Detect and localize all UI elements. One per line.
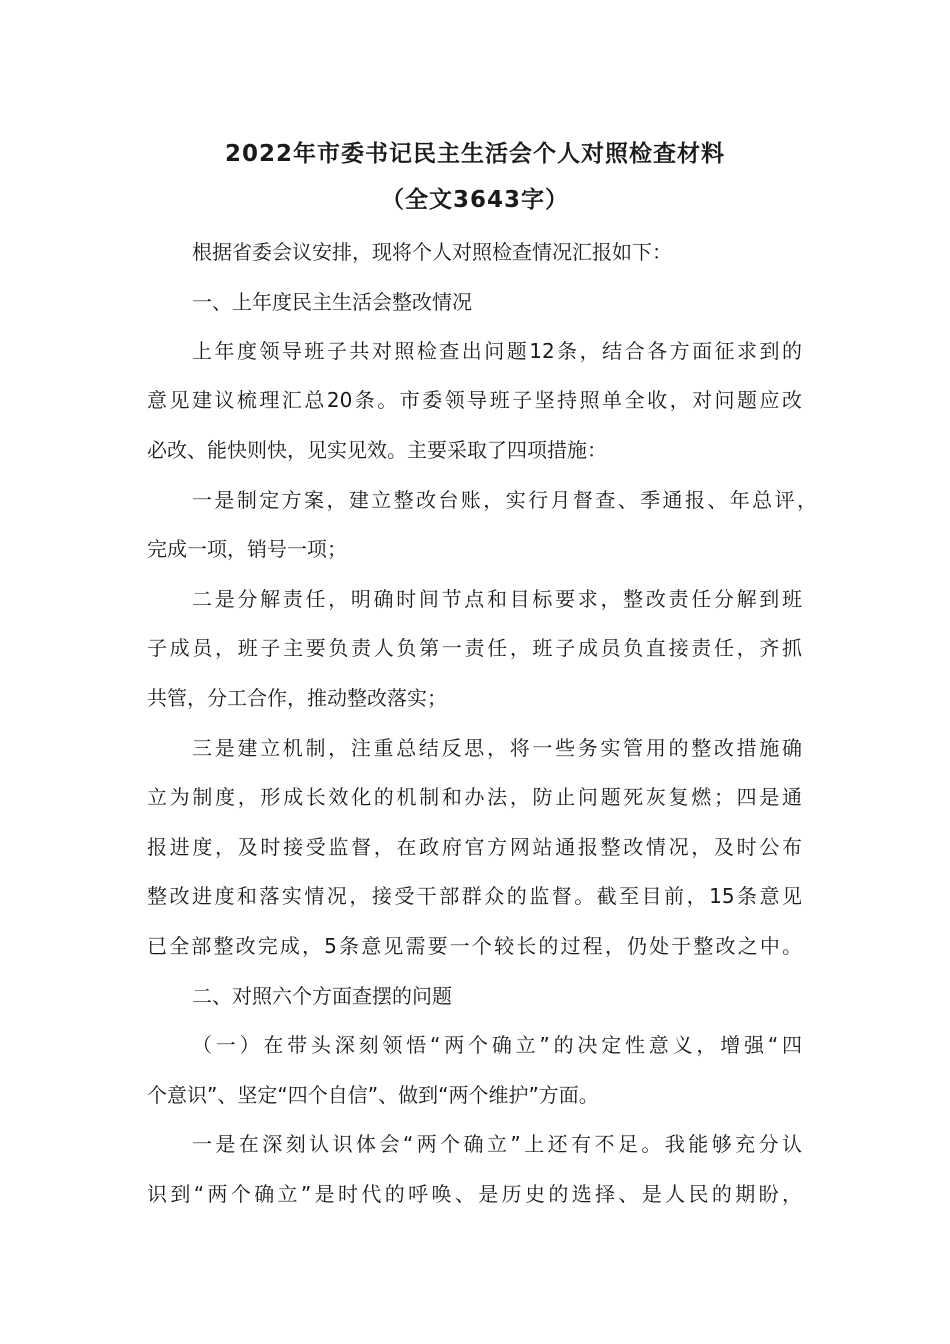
paragraph-line: 立为制度，形成长效化的机制和办法，防止问题死灰复燃；四是通 [147, 785, 802, 809]
section-heading-2: 二、对照六个方面查摆的问题 [192, 984, 452, 1008]
paragraph-line: （一）在带头深刻领悟“两个确立”的决定性意义，增强“四 [192, 1033, 802, 1057]
paragraph-line: 子成员，班子主要负责人负第一责任，班子成员负直接责任，齐抓 [147, 636, 802, 660]
section-heading-1: 一、上年度民主生活会整改情况 [192, 290, 472, 314]
paragraph-line: 个意识”、坚定“四个自信”、做到“两个维护”方面。 [147, 1083, 599, 1107]
document-subtitle: （全文3643字） [380, 187, 569, 213]
paragraph-line: 整改进度和落实情况，接受干部群众的监督。截至目前，15条意见 [147, 884, 802, 908]
paragraph-line: 三是建立机制，注重总结反思，将一些务实管用的整改措施确 [192, 736, 802, 760]
paragraph-line: 识到“两个确立”是时代的呼唤、是历史的选择、是人民的期盼， [147, 1182, 802, 1206]
paragraph-line: 一是在深刻认识体会“两个确立”上还有不足。我能够充分认 [192, 1132, 802, 1156]
paragraph-line: 已全部整改完成，5条意见需要一个较长的过程，仍处于整改之中。 [147, 934, 802, 958]
paragraph-line: 上年度领导班子共对照检查出问题12条，结合各方面征求到的 [192, 339, 802, 363]
paragraph-line: 报进度，及时接受监督，在政府官方网站通报整改情况，及时公布 [147, 835, 802, 859]
paragraph-line: 意见建议梳理汇总20条。市委领导班子坚持照单全收，对问题应改 [147, 388, 802, 412]
paragraph-line: 一是制定方案，建立整改台账，实行月督查、季通报、年总评， [192, 488, 817, 512]
paragraph-line: 完成一项，销号一项； [147, 537, 347, 561]
document-title: 2022年市委书记民主生活会个人对照检查材料 [224, 141, 725, 167]
paragraph-line: 共管，分工合作，推动整改落实； [147, 686, 447, 710]
paragraph-line: 必改、能快则快，见实见效。主要采取了四项措施： [147, 438, 607, 462]
paragraph-intro: 根据省委会议安排，现将个人对照检查情况汇报如下： [192, 240, 672, 264]
paragraph-line: 二是分解责任，明确时间节点和目标要求，整改责任分解到班 [192, 587, 802, 611]
